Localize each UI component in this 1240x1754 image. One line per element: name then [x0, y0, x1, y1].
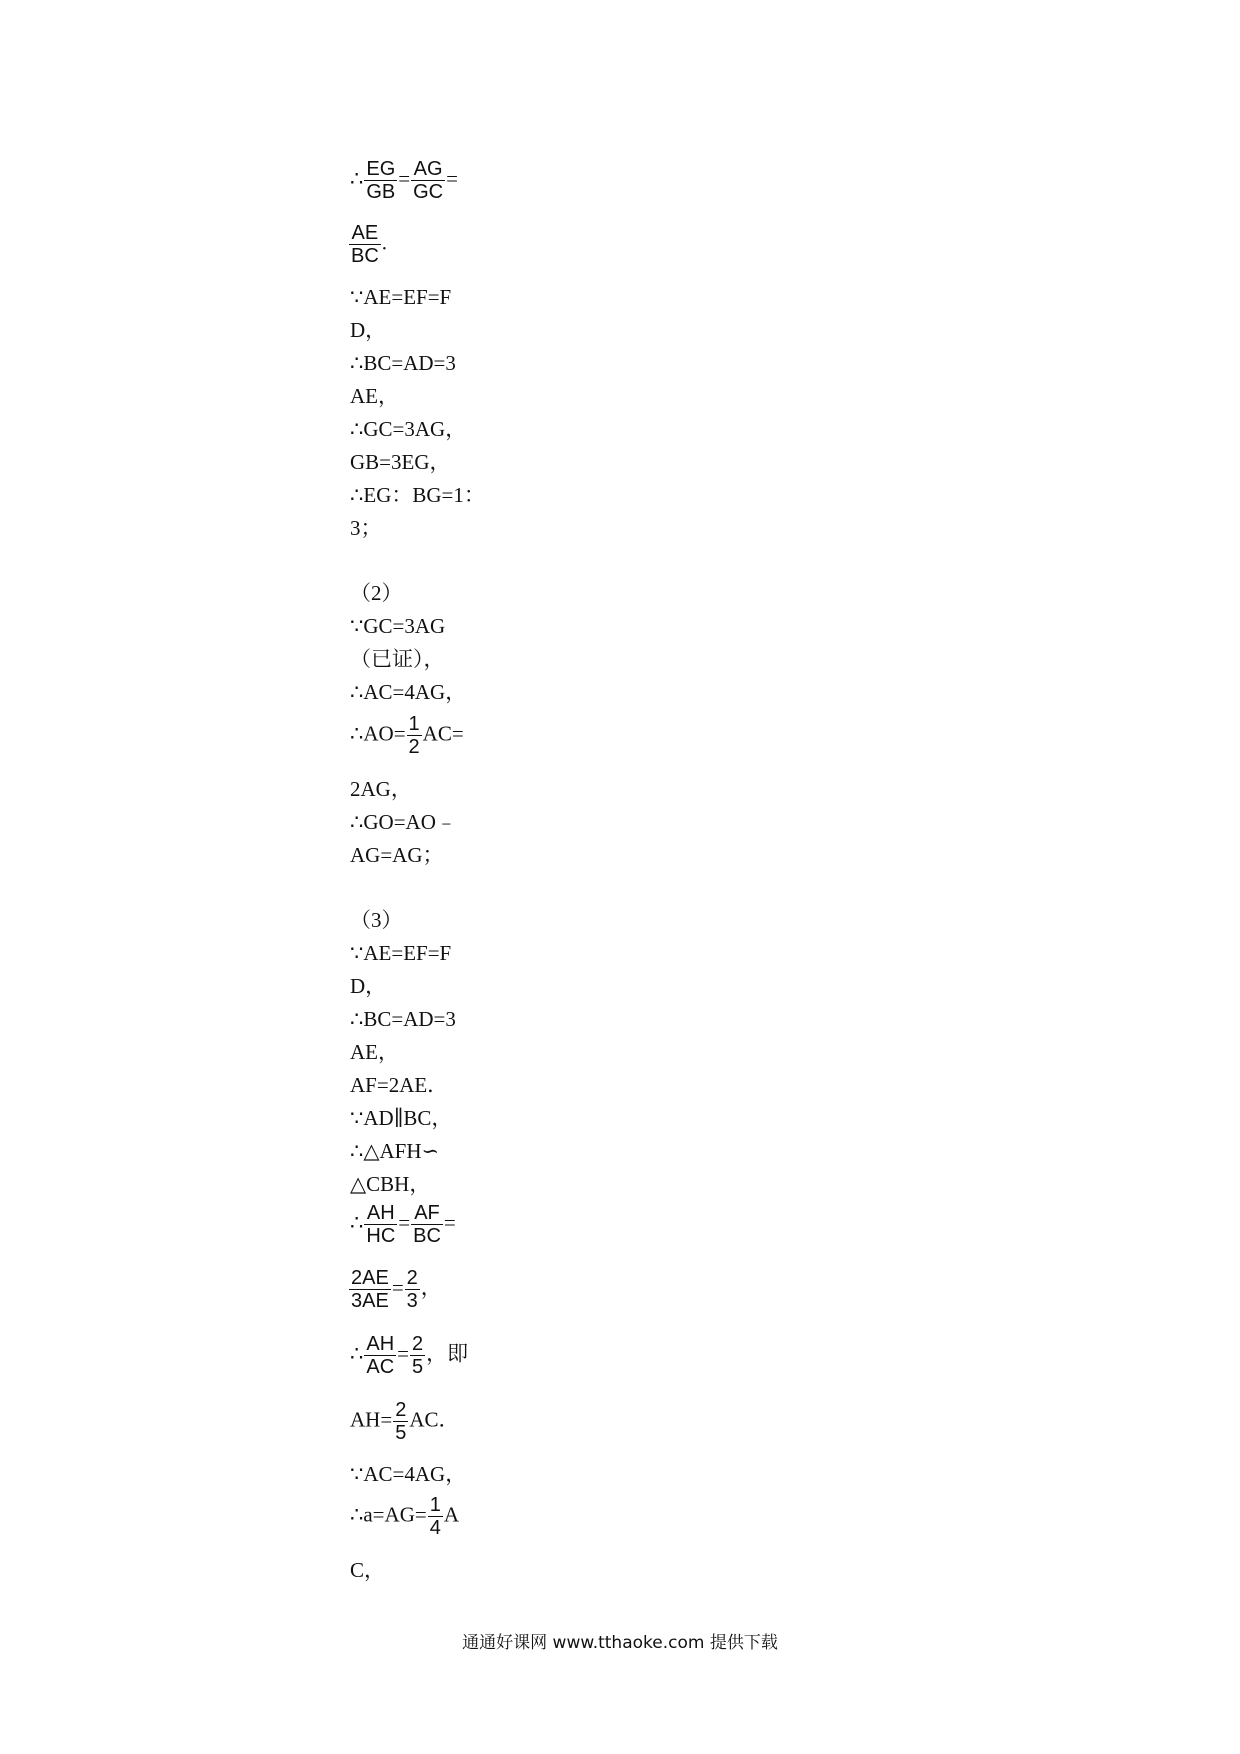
fraction-eg-gb	[364, 158, 397, 203]
line-suffix: A	[443, 1502, 459, 1527]
denominator: 3AE	[351, 1290, 389, 1312]
line-ao	[350, 713, 464, 758]
text-line: 3；	[350, 516, 382, 540]
denominator: AC	[366, 1356, 395, 1378]
line-1-prefix: ∴	[350, 166, 364, 191]
text-line: AE，	[350, 384, 399, 408]
text-line: ∴△AFH∽	[350, 1139, 440, 1163]
fraction-two-fifths	[393, 1399, 408, 1444]
text-line: ∴GO=AO﹣	[350, 810, 457, 834]
line-2ae-3ae	[348, 1267, 442, 1312]
line-suffix: ，	[420, 1275, 442, 1300]
section-heading-3: （3）	[350, 908, 403, 932]
text-line: △CBH，	[350, 1172, 431, 1196]
denominator: 4	[429, 1517, 441, 1539]
text-line: C，	[350, 1558, 386, 1582]
line-suffix: ，即	[426, 1341, 469, 1366]
line-a-ag	[350, 1494, 459, 1539]
line-ah-hc	[350, 1202, 456, 1247]
fraction-ag-gc	[411, 158, 445, 203]
fraction-af-bc	[411, 1202, 443, 1247]
denominator: 5	[412, 1356, 424, 1378]
text-line: ∴AC=4AG，	[350, 680, 467, 704]
text-line: ∵AE=EF=F	[350, 285, 452, 309]
text-line: ∴BC=AD=3	[350, 351, 456, 375]
section-heading-2: （2）	[350, 581, 403, 605]
denominator: BC	[351, 245, 379, 267]
equals-sign: =	[391, 1275, 404, 1300]
numerator: 2AE	[351, 1267, 389, 1289]
text-line: 2AG，	[350, 777, 412, 801]
line-prefix: ∴	[350, 1210, 364, 1235]
line-prefix: AH=	[350, 1407, 393, 1432]
line-prefix: ∴a=AG=	[350, 1502, 427, 1527]
numerator: AG	[411, 158, 445, 181]
fraction-one-half	[407, 713, 422, 758]
denominator: HC	[366, 1225, 396, 1247]
denominator: BC	[413, 1225, 441, 1247]
line-ah	[350, 1399, 460, 1444]
numerator: 1	[429, 1494, 441, 1516]
text-line: AE，	[350, 1040, 399, 1064]
line-suffix: =	[443, 1210, 456, 1235]
numerator: 2	[395, 1399, 407, 1421]
footer-download-note: 通通好课网 www.tthaoke.com 提供下载	[462, 1633, 778, 1653]
text-line: D，	[350, 318, 387, 342]
equals-sign: =	[398, 1210, 411, 1235]
text-line: AF=2AE．	[350, 1073, 449, 1097]
text-line: ∴BC=AD=3	[350, 1007, 456, 1031]
text-line: （已证），	[350, 647, 445, 671]
text-line: ∵AD∥BC，	[350, 1106, 453, 1130]
text-line: ∵GC=3AG	[350, 614, 446, 638]
line-suffix: AC=	[422, 721, 464, 746]
fraction-two-fifths	[410, 1333, 425, 1378]
line-1	[350, 158, 458, 203]
line-2-suffix: .	[381, 230, 388, 255]
denominator: 5	[395, 1422, 407, 1444]
fraction-ah-ac	[364, 1333, 396, 1378]
fraction-ae-bc	[349, 222, 381, 267]
text-line: ∴GC=3AG，	[350, 417, 467, 441]
text-line: ∵AE=EF=F	[350, 941, 452, 965]
text-line: GB=3EG，	[350, 450, 451, 474]
fraction-one-quarter	[428, 1494, 443, 1539]
fraction-two-thirds	[405, 1267, 420, 1312]
fraction-ah-hc	[364, 1202, 397, 1247]
text-line: ∵AC=4AG，	[350, 1462, 467, 1486]
numerator: AH	[364, 1202, 397, 1225]
numerator: 2	[406, 1267, 418, 1289]
equals-sign: =	[397, 1341, 410, 1366]
denominator: 3	[406, 1290, 418, 1312]
fraction-2ae-3ae	[349, 1267, 391, 1312]
denominator: 2	[408, 736, 420, 758]
denominator: GB	[366, 181, 396, 203]
line-2	[348, 222, 387, 267]
text-line: D，	[350, 974, 387, 998]
numerator: 2	[412, 1333, 424, 1355]
text-line: ∴EG：BG=1：	[350, 483, 485, 507]
text-line: AG=AG；	[350, 843, 444, 867]
line-prefix: ∴	[350, 1341, 364, 1366]
equals-sign: =	[398, 166, 411, 191]
line-prefix: ∴AO=	[350, 721, 406, 746]
numerator: AH	[366, 1333, 395, 1355]
line-ah-ac	[350, 1333, 468, 1378]
numerator: AE	[349, 222, 381, 245]
line-suffix: AC．	[409, 1407, 460, 1432]
line-1-suffix: =	[446, 166, 458, 191]
denominator: GC	[413, 181, 444, 203]
numerator: 1	[408, 713, 420, 735]
numerator: EG	[366, 158, 396, 180]
numerator: AF	[411, 1202, 443, 1225]
